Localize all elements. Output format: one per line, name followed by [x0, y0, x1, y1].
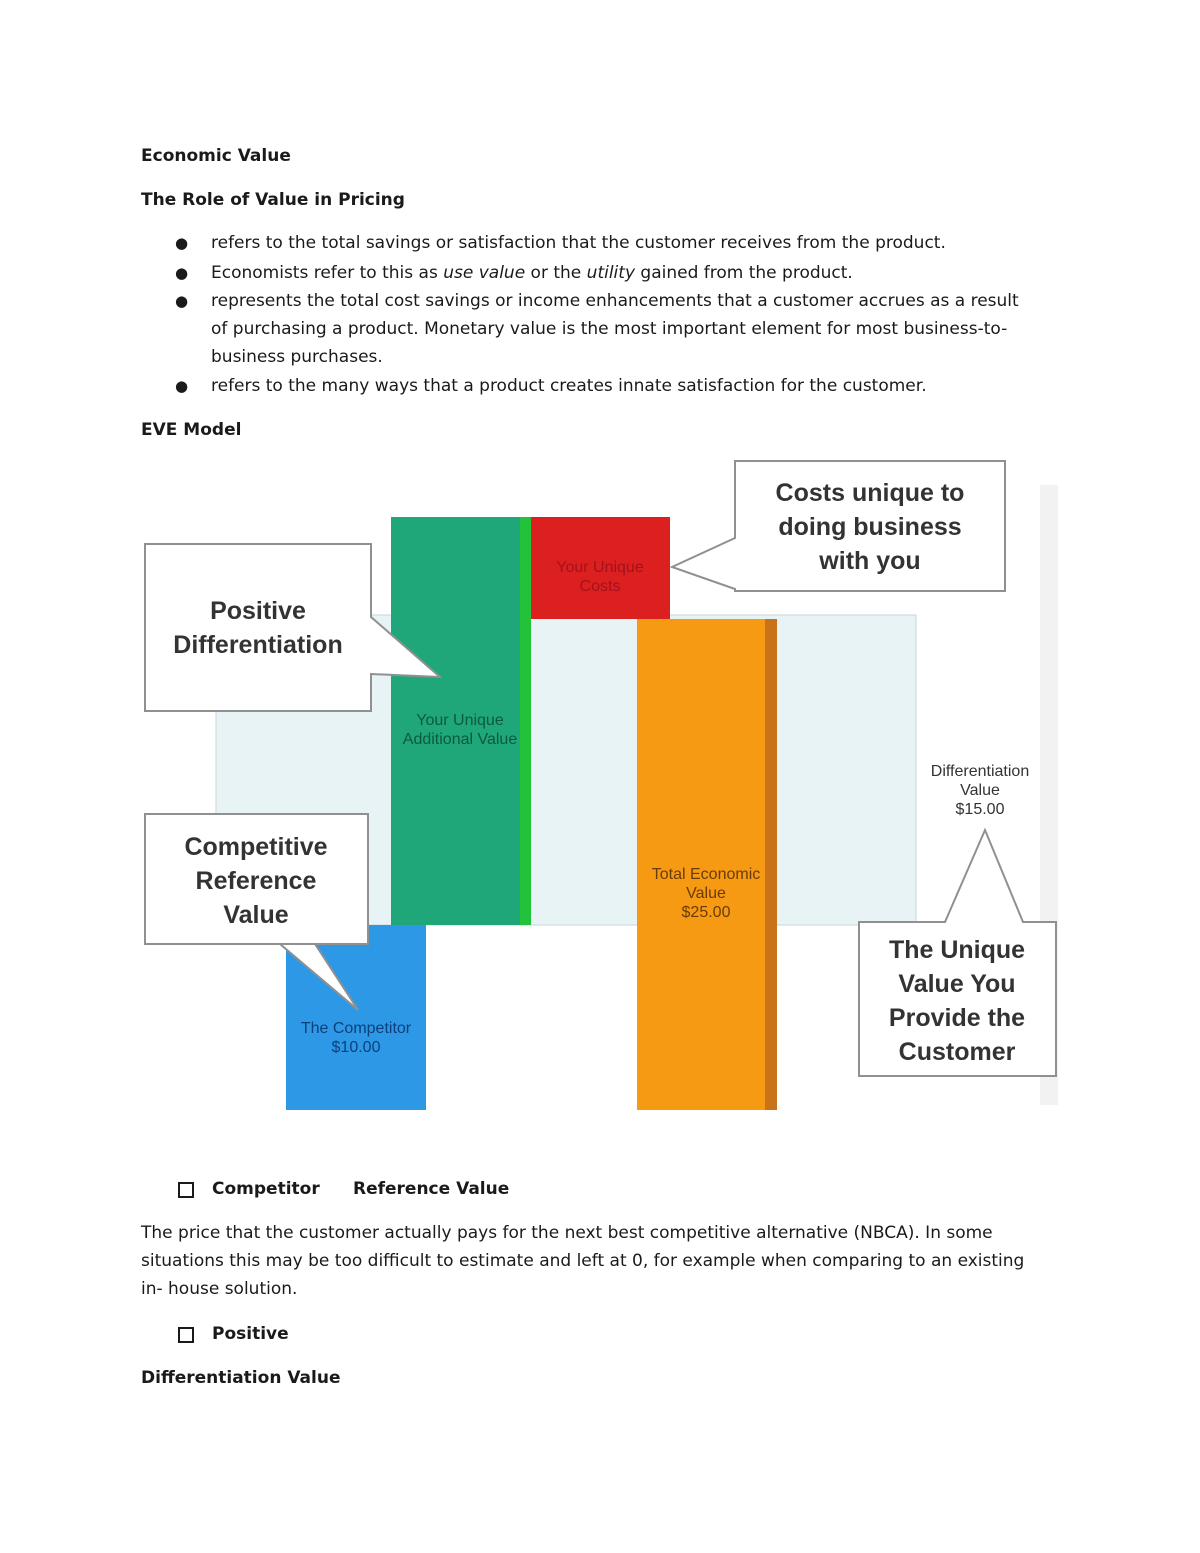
- total-economic-value-label: Total Economic Value $25.00: [651, 866, 761, 921]
- section-heading-eve: EVE Model: [141, 420, 242, 440]
- bullet-item-line: represents the total cost savings or income enhancements that a customer accrues as a result: [211, 291, 1019, 311]
- subheading-reference-value: Reference Value: [353, 1179, 510, 1199]
- unique-additional-value-bar-edge: [520, 517, 531, 925]
- competitor-label: The Competitor $10.00: [300, 1020, 412, 1056]
- bullet-item: Economists refer to this as use value or the utility gained from the product.: [211, 263, 853, 283]
- bullet-marker: ●: [175, 264, 189, 282]
- total-economic-value-bar-edge: [765, 619, 777, 1110]
- unique-costs-label: Your Unique Costs: [556, 559, 644, 595]
- bullet-item-line: of purchasing a product. Monetary value is the most important element for most business-to-: [211, 319, 1008, 339]
- total-economic-value-bar: [637, 619, 777, 1110]
- subheading-differentiation-value: Differentiation Value: [141, 1368, 341, 1388]
- bullet-marker: ●: [175, 292, 189, 310]
- unique-additional-value-label: Your Unique Additional Value: [402, 712, 518, 748]
- section-heading-role: The Role of Value in Pricing: [141, 190, 405, 210]
- checkbox-bullet-icon: [178, 1327, 194, 1343]
- bullet-marker: ●: [175, 234, 189, 252]
- subheading-positive: Positive: [212, 1324, 289, 1344]
- bullet-item: refers to the total savings or satisfaction that the customer receives from the product.: [211, 233, 946, 253]
- differentiation-value-label: Differentiation Value $15.00: [930, 763, 1030, 818]
- costs-unique-text: Costs unique to doing business with you: [775, 479, 965, 575]
- unique-value-text: The Unique Value You Provide the Customer: [888, 936, 1026, 1066]
- positive-differentiation-text: Positive Differentiation: [173, 597, 343, 659]
- bullet-item-line: business purchases.: [211, 347, 383, 367]
- subheading-competitor: Competitor: [212, 1179, 320, 1199]
- eve-model-figure: [140, 455, 1060, 1115]
- paragraph-line: situations this may be too difficult to estimate and left at 0, for example when comparing to an existing: [141, 1251, 1025, 1271]
- bullet-marker: ●: [175, 377, 189, 395]
- paragraph-line: in- house solution.: [141, 1279, 298, 1299]
- bullet-item: refers to the many ways that a product creates innate satisfaction for the customer.: [211, 376, 927, 396]
- document-title: Economic Value: [141, 146, 291, 166]
- competitive-reference-text: Competitive Reference Value: [184, 833, 328, 929]
- checkbox-bullet-icon: [178, 1182, 194, 1198]
- paragraph-line: The price that the customer actually pays for the next best competitive alternative (NBCA). In some: [141, 1223, 993, 1243]
